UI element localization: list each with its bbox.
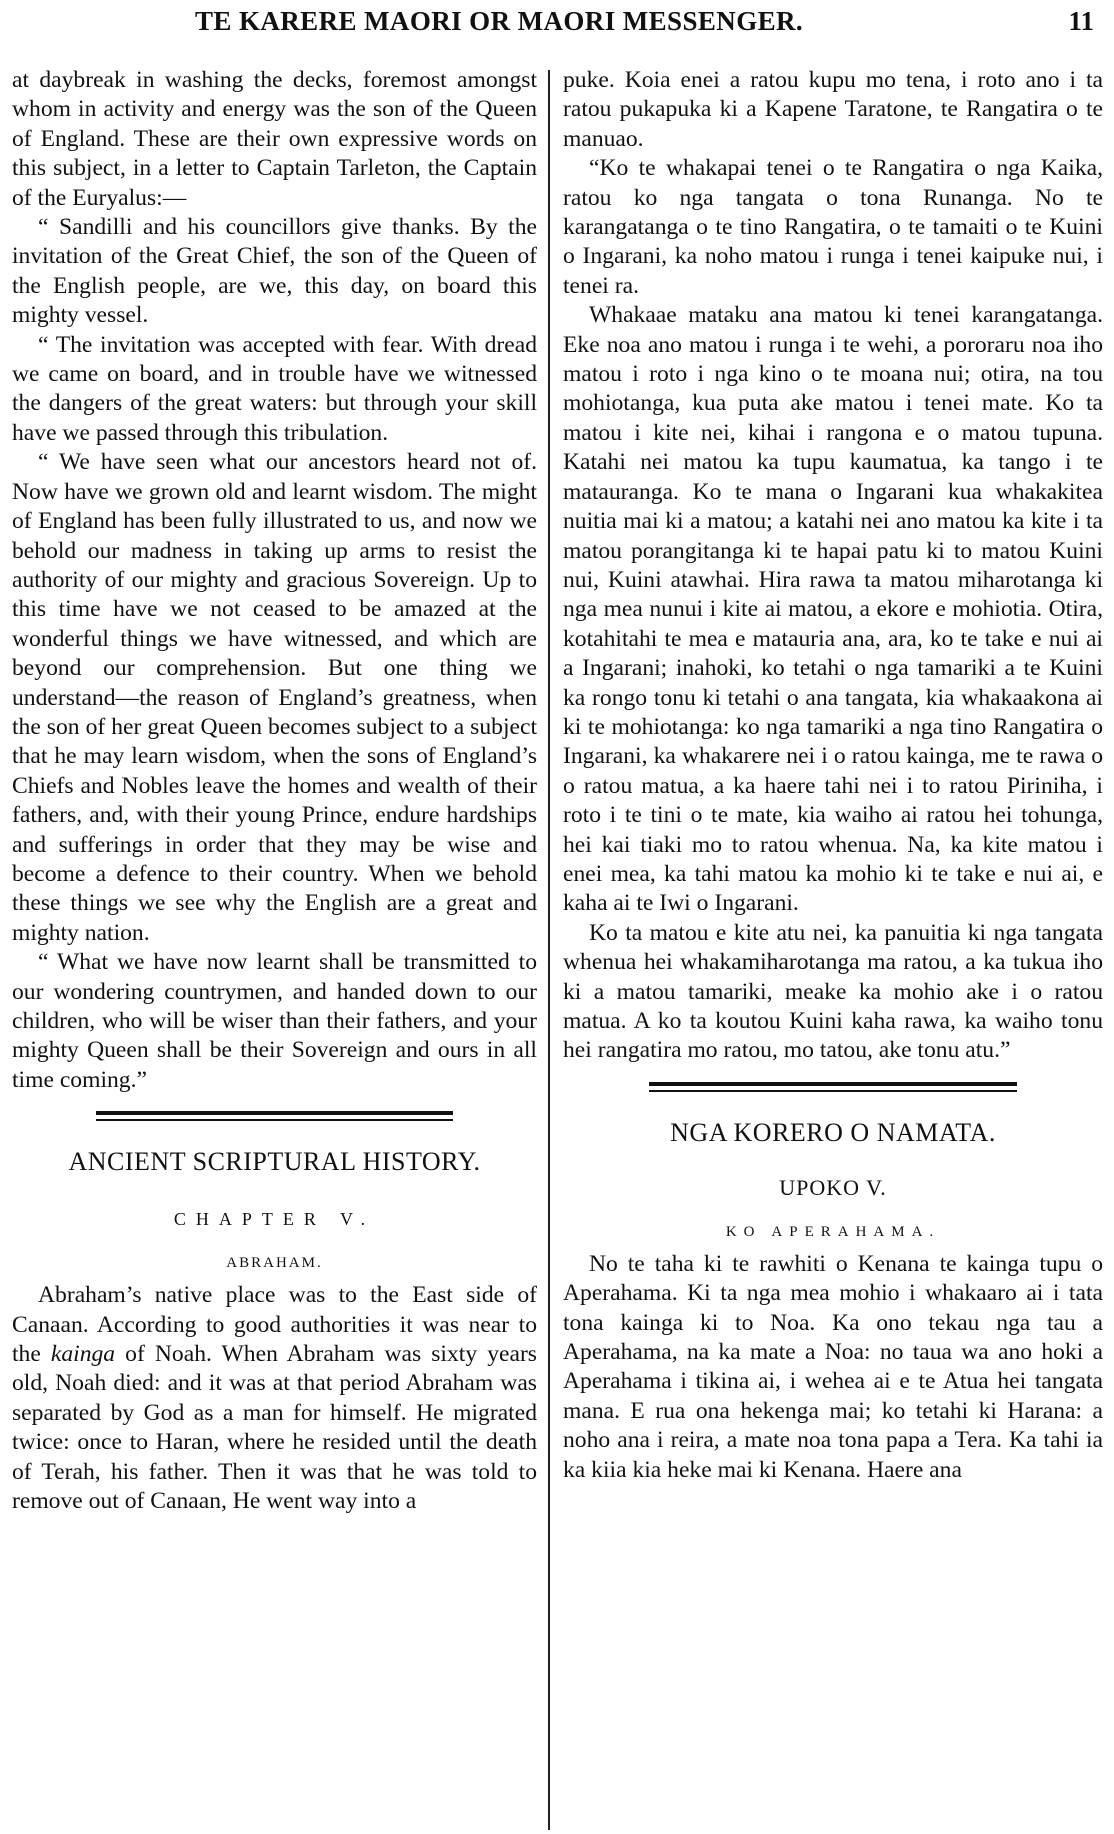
english-section-paragraph: [12, 1281, 537, 1516]
section-text-part-2: of Noah. When Abraham was sixty years old, Noah died: and it was at that period Abraham was separated by God as a man for himself. He migrated twice: once to Haran, where he resided until the death of Terah, his father. Then it was that he was told to remove out of Canaan, He went way into a: [12, 1341, 537, 1515]
maori-subheading: KO APERAHAMA.: [725, 1223, 941, 1240]
running-head: [0, 6, 1114, 46]
running-title: TE KARERE MAORI OR MAORI MESSENGER.: [195, 6, 804, 36]
maori-section-paragraph: No te taha ki te rawhiti o Kenana te kainga tupu o Aperahama. Ki ta nga mea mohio i whakaaro ai i tata tona kainga ki to Noa. Ka ono tekau nga tau a Aperahama, na ka mate a Noa: no taua wa ano hoki a Aperahama i tikina ai, i wehea ai e te Atua hei tangata mana. E rua ona hekenga mai; ko tetahi ki Harana: a noho ana i reira, a mate noa tona papa a Tera. Ka tahi ia ka kiia kia heke mai ki Kenana. Haere ana: [563, 1250, 1103, 1483]
english-paragraph-2: “ Sandilli and his councillors give thanks. By the invitation of the Great Chief, the son of the Queen of the English people, are we, this day, on board this mighty vessel.: [12, 214, 537, 329]
english-paragraph-1: at daybreak in washing the decks, foremost amongst whom in activity and energy was the son of the Queen of England. These are their own expressive words on this subject, in a letter to Captain Tarleton, the Captain of the Euryalus:—: [12, 67, 537, 211]
section-text-part-1: Abraham’s native place was to the East side of Canaan. According to good authorities it was near to the: [12, 1282, 537, 1368]
english-section-title: ANCIENT SCRIPTURAL HISTORY.: [68, 1147, 481, 1177]
maori-paragraph-4: Ko ta matou e kite atu nei, ka panuitia ki nga tangata whenua hei whakamiharotanga ma ratou, a ka tukua iho ki a matou tamariki, meake ka mohio ake i o ratou matua. A ko ta koutou Kuini kaha rawa, ka waiho tonu hei rangatira mo ratou, mo tatou, ake tonu atu.”: [563, 919, 1103, 1064]
maori-paragraph-1: puke. Koia enei a ratou kupu mo tena, i roto ano i ta ratou pukapuka ki a Kapene Taratone, te Rangatira o te manuao.: [563, 67, 1103, 152]
english-paragraph-4: “ We have seen what our ancestors heard not of. Now have we grown old and learnt wisdom. The might of England has been fully illustrated to us, and now we behold our madness in taking up arms to resist the authority of our mighty and gracious Sovereign. Up to this time have we not ceased to be amazed at the wonderful things we have witnessed, and which are beyond our comprehension. But one thing we understand—the reason of England’s greatness, when the son of her great Queen becomes subject to a subject that he may learn wisdom, when the sons of England’s Chiefs and Nobles leave the homes and wealth of their fathers, and, with their young Prince, endure hardships and sufferings in order that they may be wise and become a defence to their country. When we behold these things we see why the English are a great and mighty nation.: [12, 449, 537, 946]
english-column: [12, 66, 537, 1516]
maori-paragraph-2: “Ko te whakapai tenei o te Rangatira o nga Kaika, ratou ko nga tangata o tona Runanga. No te karangatanga o te tino Rangatira, o te tamaiti o te Kuini o Ingarani, ka noho matou i runga i tenei kaipuke nui, i tenei ra.: [563, 155, 1103, 299]
maori-paragraph-3: Whakaae mataku ana matou ki tenei karangatanga. Eke noa ano matou i runga i te wehi, a pororaru noa iho matou i roto i nga kino o te moana nui; otira, na tou mohiotanga, kua puta ake matou i tenei mate. Ko ta matou i kite nei, kihai i rangona e o matou tupuna. Katahi nei matou ka tupu kaumatua, ka tango i te matauranga. Ko te mana o Ingarani kua whakakitea nuitia mai ki a matou; a katahi nei ano matou ka kite i ta matou porangitanga ki te hapai patu ki to matou Kuini nui, Kuini atawhai. Hira rawa ta matou miharotanga ki nga mea nunui i kite ai matou, a ekore e mohiotia. Otira, kotahitahi te mea e matauria ana, ara, ko te take e nui ai a Ingarani; inahoki, ko tetahi o nga tamariki a te Kuini ka rongo tonu ki tetahi o ana tangata, kia whakaakona ai ki te mohiotanga: ko nga tamariki a nga tino Rangatira o Ingarani, ka whakarere nei i o ratou kainga, me te rawa o o ratou matua, a ka haere tahi nei i to ratou Piriniha, i roto i te tini o te mate, kia waiho ai ratou hei tohunga, hei kai tiaki mo to ratou whenua. Na, ka kite matou i enei mea, ka tahi matou ka mohio ki te take e nui ai, e kaha ai te Iwi o Ingarani.: [563, 302, 1103, 917]
section-text-italic-word: kainga: [50, 1341, 116, 1368]
english-chapter-heading: CHAPTER V.: [173, 1209, 376, 1230]
maori-section-title: NGA KORERO O NAMATA.: [670, 1117, 996, 1147]
english-paragraph-5: “ What we have now learnt shall be transmitted to our wondering countrymen, and handed down to our children, who will be wiser than their fathers, and your mighty Queen shall be their Sovereign and ours in all time coming.”: [12, 949, 537, 1093]
english-paragraph-3: “ The invitation was accepted with fear. With dread we came on board, and in trouble have we witnessed the dangers of the great waters: but through your skill have we passed through this tribulation.: [12, 331, 537, 446]
section-divider-rule: [649, 1082, 1016, 1092]
column-divider: [548, 70, 550, 1830]
section-divider-rule: [96, 1111, 453, 1121]
maori-chapter-heading: UPOKO V.: [779, 1174, 887, 1200]
english-subheading: ABRAHAM.: [226, 1255, 323, 1272]
maori-column: [563, 66, 1103, 1485]
page-number: 11: [1068, 6, 1094, 36]
